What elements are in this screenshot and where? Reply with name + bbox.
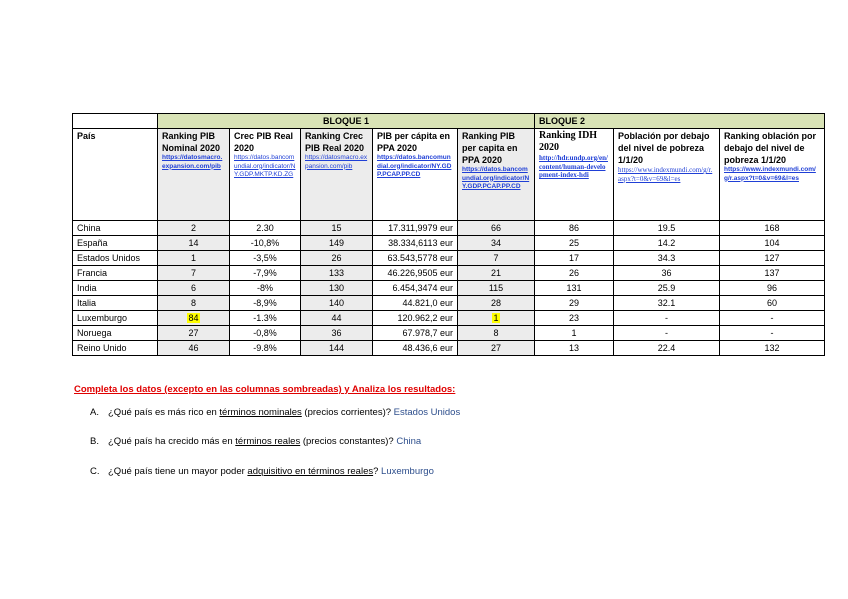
cell-ranking-pib-nominal — [158, 236, 230, 251]
header-poblacion-pobreza — [614, 129, 720, 221]
header-pib-per-capita-ppa — [373, 129, 458, 221]
cell-ranking-pib-per-capita-ppa — [458, 281, 535, 296]
cell-value: 7 — [493, 253, 499, 263]
cell-ranking-pib-per-capita-ppa — [458, 221, 535, 236]
header-title: Ranking PIB Nominal 2020 — [162, 131, 221, 153]
cell-ranking-poblacion-pobreza — [720, 296, 825, 311]
question-underlined: términos reales — [235, 436, 301, 447]
cell-value: 66 — [490, 223, 501, 233]
header-ranking-pib-nominal — [158, 129, 230, 221]
cell-ranking-idh — [535, 251, 614, 266]
cell-ranking-crec-pib-real — [301, 266, 373, 281]
cell-poblacion-pobreza — [614, 311, 720, 326]
bloque-1-header: BLOQUE 1 — [158, 114, 535, 129]
question-answer: Luxemburgo — [381, 466, 434, 477]
source-link[interactable]: https://datosmacro.expansion.com/pib — [305, 154, 368, 170]
cell-poblacion-pobreza — [614, 266, 720, 281]
cell-ranking-poblacion-pobreza — [720, 281, 825, 296]
cell-country — [73, 221, 158, 236]
cell-value: Luxemburgo — [77, 313, 128, 323]
source-link[interactable]: http://hdr.undp.org/en/content/human-development-index-hdi — [539, 154, 608, 179]
cell-value: 34 — [490, 238, 501, 248]
cell-ranking-poblacion-pobreza — [720, 266, 825, 281]
cell-pib-per-capita-ppa — [373, 311, 458, 326]
bloque-2-header: BLOQUE 2 — [535, 114, 825, 129]
cell-value: 2 — [190, 223, 196, 233]
cell-ranking-idh — [535, 341, 614, 356]
cell-value: 25.9 — [657, 283, 676, 293]
task-instruction: Completa los datos (excepto en las columnas sombreadas) y Analiza los resultados: — [74, 384, 456, 395]
question-b — [90, 436, 421, 447]
cell-value: 104 — [764, 238, 780, 248]
cell-value: 67.978,7 eur — [402, 328, 453, 338]
question-underlined: adquisitivo en términos reales — [247, 466, 374, 477]
cell-poblacion-pobreza — [614, 236, 720, 251]
cell-ranking-pib-per-capita-ppa — [458, 326, 535, 341]
cell-value: 44 — [331, 313, 342, 323]
header-title: Ranking PIB per capita en PPA 2020 — [462, 131, 518, 165]
cell-value: 22.4 — [657, 343, 676, 353]
cell-ranking-poblacion-pobreza — [720, 251, 825, 266]
header-crec-pib-real — [230, 129, 301, 221]
cell-value: Italia — [77, 298, 97, 308]
table-row — [73, 341, 825, 356]
cell-ranking-crec-pib-real — [301, 236, 373, 251]
table-body — [73, 221, 825, 356]
cell-poblacion-pobreza — [614, 326, 720, 341]
cell-pib-per-capita-ppa — [373, 251, 458, 266]
cell-value: -3,5% — [253, 253, 277, 263]
cell-ranking-pib-per-capita-ppa — [458, 236, 535, 251]
question-text: (precios constantes)? — [300, 436, 397, 447]
cell-value: 137 — [764, 268, 780, 278]
cell-value: 6 — [190, 283, 196, 293]
cell-ranking-idh — [535, 311, 614, 326]
cell-value: - — [770, 328, 774, 338]
data-table — [72, 113, 825, 356]
cell-value: 21 — [490, 268, 501, 278]
cell-ranking-pib-nominal — [158, 326, 230, 341]
cell-value: 36 — [661, 268, 672, 278]
question-label: B. — [90, 436, 99, 447]
cell-ranking-pib-nominal — [158, 341, 230, 356]
cell-value: 63.543,5778 eur — [387, 253, 453, 263]
header-ranking-crec-pib-real — [301, 129, 373, 221]
cell-value: 14 — [188, 238, 199, 248]
cell-value: 86 — [568, 223, 579, 233]
cell-value: 26 — [568, 268, 579, 278]
cell-ranking-crec-pib-real — [301, 326, 373, 341]
cell-value: -7,9% — [253, 268, 277, 278]
cell-ranking-crec-pib-real — [301, 221, 373, 236]
question-c — [90, 466, 434, 477]
cell-ranking-pib-per-capita-ppa — [458, 341, 535, 356]
cell-poblacion-pobreza — [614, 221, 720, 236]
cell-ranking-poblacion-pobreza — [720, 341, 825, 356]
cell-value: 2.30 — [256, 223, 274, 233]
cell-value: 140 — [328, 298, 345, 308]
cell-value: 120.962,2 eur — [397, 313, 453, 323]
cell-value: 96 — [766, 283, 777, 293]
cell-value: 13 — [568, 343, 579, 353]
cell-pib-per-capita-ppa — [373, 266, 458, 281]
cell-value: 34.3 — [657, 253, 676, 263]
cell-ranking-poblacion-pobreza — [720, 236, 825, 251]
cell-ranking-idh — [535, 221, 614, 236]
header-ranking-idh — [535, 129, 614, 221]
question-a — [90, 407, 460, 418]
cell-value: 8 — [493, 328, 499, 338]
cell-poblacion-pobreza — [614, 296, 720, 311]
source-link[interactable]: https://datosmacro.expansion.com/pib — [162, 154, 223, 170]
cell-crec-pib-real — [230, 296, 301, 311]
header-title: País — [77, 131, 96, 141]
cell-value: Noruega — [77, 328, 112, 338]
cell-value: 168 — [764, 223, 780, 233]
cell-value: 28 — [490, 298, 501, 308]
cell-ranking-pib-nominal — [158, 296, 230, 311]
cell-ranking-pib-nominal — [158, 281, 230, 296]
header-pais — [73, 129, 158, 221]
question-label: A. — [90, 407, 99, 418]
cell-ranking-idh — [535, 236, 614, 251]
header-ranking-pib-per-capita-ppa — [458, 129, 535, 221]
source-link[interactable]: https://www.indexmundi.com/g/r.aspx?t=0&v=69&l=es — [724, 166, 816, 182]
cell-value: 29 — [568, 298, 579, 308]
cell-crec-pib-real — [230, 251, 301, 266]
cell-value: 84 — [188, 313, 199, 323]
cell-ranking-poblacion-pobreza — [720, 221, 825, 236]
cell-ranking-pib-per-capita-ppa — [458, 266, 535, 281]
cell-crec-pib-real — [230, 236, 301, 251]
cell-value: Estados Unidos — [77, 253, 141, 263]
cell-ranking-idh — [535, 281, 614, 296]
source-link[interactable]: https://www.indexmundi.com/g/r.aspx?t=0&v=69&l=es — [618, 166, 713, 183]
header-title: PIB per cápita en PPA 2020 — [377, 131, 451, 153]
question-answer: Estados Unidos — [393, 407, 461, 418]
cell-ranking-pib-per-capita-ppa — [458, 296, 535, 311]
cell-value: 17 — [568, 253, 579, 263]
cell-value: -8,9% — [253, 298, 277, 308]
cell-value: -0,8% — [253, 328, 277, 338]
cell-ranking-crec-pib-real — [301, 311, 373, 326]
header-title: Ranking Crec PIB Real 2020 — [305, 131, 365, 153]
cell-value: 1 — [493, 313, 499, 323]
column-header-row — [73, 129, 825, 221]
question-answer: China — [396, 436, 422, 447]
cell-value: Francia — [77, 268, 108, 278]
cell-value: 27 — [490, 343, 501, 353]
question-text: ¿Qué país tiene un mayor poder — [108, 466, 248, 477]
cell-value: 17.311,9979 eur — [388, 223, 453, 233]
cell-value: 26 — [331, 253, 342, 263]
question-text: (precios corrientes)? — [301, 407, 394, 418]
cell-poblacion-pobreza — [614, 251, 720, 266]
question-underlined: términos nominales — [219, 407, 302, 418]
cell-value: 131 — [566, 283, 582, 293]
cell-ranking-pib-nominal — [158, 266, 230, 281]
cell-value: 23 — [568, 313, 579, 323]
table-row — [73, 326, 825, 341]
question-label: C. — [90, 466, 100, 477]
cell-ranking-pib-nominal — [158, 251, 230, 266]
cell-value: 48.436,6 eur — [402, 343, 453, 353]
cell-ranking-poblacion-pobreza — [720, 326, 825, 341]
question-text: ? — [373, 466, 382, 477]
cell-poblacion-pobreza — [614, 281, 720, 296]
cell-value: 25 — [568, 238, 579, 248]
cell-value: 44.821,0 eur — [402, 298, 453, 308]
cell-value: 6.454,3474 eur — [392, 283, 453, 293]
table-row — [73, 296, 825, 311]
header-title: Población por debajo del nivel de pobreza 1/1/20 — [618, 131, 710, 165]
cell-ranking-pib-per-capita-ppa — [458, 251, 535, 266]
cell-value: - — [665, 313, 668, 323]
cell-value: 19.5 — [657, 223, 676, 233]
cell-value: 15 — [331, 223, 342, 233]
cell-ranking-poblacion-pobreza — [720, 311, 825, 326]
cell-country — [73, 311, 158, 326]
cell-value: 60 — [766, 298, 777, 308]
bloque-empty-cell — [73, 114, 158, 129]
question-text: ¿Qué país ha crecido más en — [108, 436, 236, 447]
question-text: ¿Qué país es más rico en — [108, 407, 220, 418]
cell-crec-pib-real — [230, 341, 301, 356]
cell-value: India — [77, 283, 97, 293]
cell-crec-pib-real — [230, 266, 301, 281]
cell-value: 115 — [488, 283, 504, 293]
cell-value: 36 — [331, 328, 342, 338]
cell-ranking-pib-nominal — [158, 311, 230, 326]
cell-value: -10,8% — [250, 238, 280, 248]
cell-ranking-crec-pib-real — [301, 281, 373, 296]
cell-value: - — [665, 328, 668, 338]
cell-crec-pib-real — [230, 326, 301, 341]
cell-crec-pib-real — [230, 311, 301, 326]
table-row — [73, 251, 825, 266]
cell-ranking-crec-pib-real — [301, 341, 373, 356]
cell-pib-per-capita-ppa — [373, 221, 458, 236]
cell-value: 132 — [764, 343, 780, 353]
cell-value: 27 — [188, 328, 199, 338]
cell-pib-per-capita-ppa — [373, 341, 458, 356]
cell-pib-per-capita-ppa — [373, 236, 458, 251]
cell-value: -1.3% — [253, 313, 277, 323]
cell-ranking-idh — [535, 326, 614, 341]
cell-value: 130 — [328, 283, 345, 293]
cell-value: 133 — [328, 268, 345, 278]
cell-value: China — [77, 223, 101, 233]
cell-country — [73, 281, 158, 296]
cell-country — [73, 236, 158, 251]
table-row — [73, 281, 825, 296]
cell-value: 46.226,9505 eur — [387, 268, 453, 278]
cell-pib-per-capita-ppa — [373, 326, 458, 341]
cell-value: 38.334,6113 eur — [388, 238, 453, 248]
cell-value: 1 — [190, 253, 196, 263]
cell-value: 46 — [188, 343, 199, 353]
cell-pib-per-capita-ppa — [373, 281, 458, 296]
table-row — [73, 311, 825, 326]
cell-value: 127 — [764, 253, 780, 263]
cell-ranking-idh — [535, 296, 614, 311]
source-link[interactable]: https://datos.bancomundial.org/indicator/NY.GDP.PCAP.PP.CD — [462, 166, 530, 190]
cell-country — [73, 296, 158, 311]
cell-value: España — [77, 238, 108, 248]
cell-value: 7 — [190, 268, 196, 278]
cell-country — [73, 341, 158, 356]
cell-ranking-crec-pib-real — [301, 251, 373, 266]
cell-poblacion-pobreza — [614, 341, 720, 356]
header-title: Ranking IDH 2020 — [539, 130, 598, 153]
cell-value: -8% — [256, 283, 273, 293]
cell-value: 149 — [328, 238, 345, 248]
cell-value: 144 — [328, 343, 345, 353]
cell-value: - — [770, 313, 774, 323]
header-ranking-poblacion-pobreza — [720, 129, 825, 221]
table-row — [73, 221, 825, 236]
cell-country — [73, 251, 158, 266]
cell-ranking-idh — [535, 266, 614, 281]
cell-country — [73, 266, 158, 281]
table-row — [73, 236, 825, 251]
cell-value: -9.8% — [253, 343, 277, 353]
cell-value: 1 — [571, 328, 577, 338]
cell-country — [73, 326, 158, 341]
header-title: Ranking oblación por debajo del nivel de pobreza 1/1/20 — [724, 131, 817, 165]
source-link[interactable]: https://datos.bancomundial.org/indicator/NY.GDP.MKTP.KD.ZG — [234, 154, 296, 178]
cell-crec-pib-real — [230, 221, 301, 236]
source-link[interactable]: https://datos.bancomundial.org/indicator/NY.GDP.PCAP.PP.CD — [377, 154, 452, 178]
cell-value: 32.1 — [657, 298, 676, 308]
header-title: Crec PIB Real 2020 — [234, 131, 294, 153]
bloque-row — [73, 114, 825, 129]
cell-value: 14.2 — [657, 238, 676, 248]
cell-pib-per-capita-ppa — [373, 296, 458, 311]
table-row — [73, 266, 825, 281]
cell-ranking-pib-per-capita-ppa — [458, 311, 535, 326]
cell-value: 8 — [190, 298, 196, 308]
cell-value: Reino Unido — [77, 343, 127, 353]
cell-crec-pib-real — [230, 281, 301, 296]
cell-ranking-pib-nominal — [158, 221, 230, 236]
cell-ranking-crec-pib-real — [301, 296, 373, 311]
